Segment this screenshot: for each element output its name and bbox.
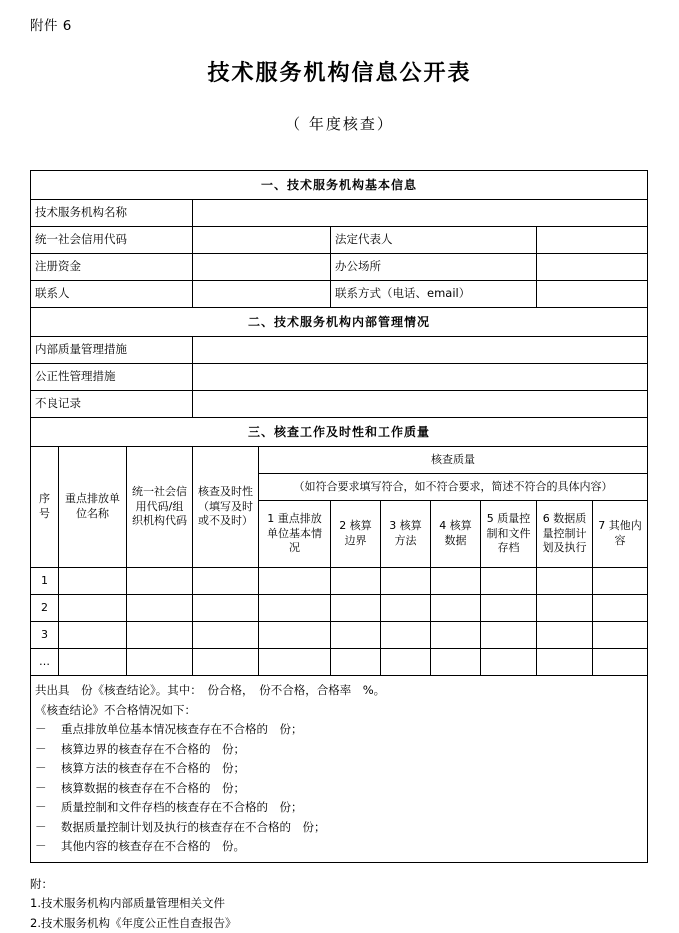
cell-q2[interactable] <box>331 568 381 595</box>
table-row <box>31 568 648 595</box>
attachment-number: 附件 6 <box>30 18 72 34</box>
summary-bullet-text: 其他内容的核查存在不合格的 份。 <box>61 839 245 854</box>
cell-q6[interactable] <box>537 595 593 622</box>
information-disclosure-table <box>30 170 648 863</box>
label-impartiality-measures: 公正性管理措施 <box>31 364 193 391</box>
cell-q1[interactable] <box>259 649 331 676</box>
table-row <box>31 308 648 337</box>
column-header-q5: 5 质量控制和文件存档 <box>481 501 537 568</box>
table-row <box>31 676 648 863</box>
appendix-section <box>30 875 649 933</box>
document-page <box>0 14 679 930</box>
summary-bullet-text: 重点排放单位基本情况核查存在不合格的 份； <box>61 722 303 737</box>
cell-q2[interactable] <box>331 649 381 676</box>
summary-bullet-text: 核算边界的核查存在不合格的 份； <box>61 741 245 756</box>
table-row <box>31 649 648 676</box>
field-quality-measures[interactable] <box>193 337 648 364</box>
label-legal-representative: 法定代表人 <box>331 227 537 254</box>
cell-q7[interactable] <box>593 568 648 595</box>
cell-timeliness[interactable] <box>193 622 259 649</box>
summary-bullet <box>35 820 643 836</box>
cell-key-unit[interactable] <box>59 622 127 649</box>
appendix-item: 1.技术服务机构内部质量管理相关文件 <box>30 896 225 911</box>
section-header-basic-info: 一、技术服务机构基本信息 <box>31 171 648 200</box>
summary-bullet-text: 核算数据的核查存在不合格的 份； <box>61 780 245 795</box>
label-contact-info: 联系方式（电话、email） <box>331 281 537 308</box>
cell-key-unit[interactable] <box>59 568 127 595</box>
cell-q6[interactable] <box>537 568 593 595</box>
table-row <box>31 254 648 281</box>
table-row <box>31 281 648 308</box>
dash-marker: － <box>35 819 47 834</box>
field-bad-records[interactable] <box>193 391 648 418</box>
summary-bullet <box>35 722 643 738</box>
field-org-name[interactable] <box>193 200 648 227</box>
cell-q4[interactable] <box>431 622 481 649</box>
column-header-q4: 4 核算数据 <box>431 501 481 568</box>
cell-q3[interactable] <box>381 595 431 622</box>
label-credit-code: 统一社会信用代码 <box>31 227 193 254</box>
column-header-quality-group: 核查质量 <box>259 447 648 474</box>
column-header-q6: 6 数据质量控制计划及执行 <box>537 501 593 568</box>
summary-bullet <box>35 742 643 758</box>
cell-q3[interactable] <box>381 622 431 649</box>
summary-bullet <box>35 761 643 777</box>
page-title: 技术服务机构信息公开表 <box>207 61 472 86</box>
label-quality-measures: 内部质量管理措施 <box>31 337 193 364</box>
table-row <box>31 171 648 200</box>
table-row <box>31 364 648 391</box>
summary-bullet-text: 核算方法的核查存在不合格的 份； <box>61 761 245 776</box>
cell-q1[interactable] <box>259 595 331 622</box>
cell-timeliness[interactable] <box>193 649 259 676</box>
label-registered-capital: 注册资金 <box>31 254 193 281</box>
table-row <box>31 227 648 254</box>
label-contact-person: 联系人 <box>31 281 193 308</box>
cell-q5[interactable] <box>481 595 537 622</box>
field-registered-capital[interactable] <box>193 254 331 281</box>
summary-bullet <box>35 781 643 797</box>
dash-marker: － <box>35 839 47 854</box>
cell-credit-code[interactable] <box>127 568 193 595</box>
cell-q4[interactable] <box>431 568 481 595</box>
label-office-location: 办公场所 <box>331 254 537 281</box>
cell-q5[interactable] <box>481 622 537 649</box>
summary-bullet-text: 数据质量控制计划及执行的核查存在不合格的 份； <box>61 819 326 834</box>
table-row <box>31 200 648 227</box>
cell-q2[interactable] <box>331 595 381 622</box>
table-row <box>31 595 648 622</box>
summary-notes <box>31 676 648 863</box>
column-header-timeliness: 核查及时性（填写及时或不及时） <box>193 447 259 568</box>
summary-bullet <box>35 800 643 816</box>
cell-q1[interactable] <box>259 622 331 649</box>
summary-line-unqualified-intro: 《核查结论》不合格情况如下： <box>35 702 196 717</box>
column-header-seq: 序号 <box>31 447 59 568</box>
cell-key-unit[interactable] <box>59 595 127 622</box>
cell-key-unit[interactable] <box>59 649 127 676</box>
cell-seq: … <box>31 649 59 676</box>
cell-credit-code[interactable] <box>127 622 193 649</box>
dash-marker: － <box>35 761 47 776</box>
column-header-q1: 1 重点排放单位基本情况 <box>259 501 331 568</box>
cell-q5[interactable] <box>481 568 537 595</box>
dash-marker: － <box>35 722 47 737</box>
summary-line-total: 共出具 份《核查结论》。其中： 份合格， 份不合格，合格率 %。 <box>35 683 386 697</box>
label-org-name: 技术服务机构名称 <box>31 200 193 227</box>
cell-q4[interactable] <box>431 595 481 622</box>
cell-q3[interactable] <box>381 568 431 595</box>
cell-seq: 1 <box>31 568 59 595</box>
table-header-row <box>31 447 648 474</box>
dash-marker: － <box>35 741 47 756</box>
field-contact-info[interactable] <box>537 281 648 308</box>
cell-timeliness[interactable] <box>193 568 259 595</box>
summary-bullet-text: 质量控制和文件存档的核查存在不合格的 份； <box>61 800 303 815</box>
cell-seq: 2 <box>31 595 59 622</box>
cell-timeliness[interactable] <box>193 595 259 622</box>
column-header-q3: 3 核算方法 <box>381 501 431 568</box>
label-bad-records: 不良记录 <box>31 391 193 418</box>
table-row <box>31 418 648 447</box>
cell-q4[interactable] <box>431 649 481 676</box>
field-impartiality-measures[interactable] <box>193 364 648 391</box>
dash-marker: － <box>35 800 47 815</box>
field-legal-representative[interactable] <box>537 227 648 254</box>
cell-q2[interactable] <box>331 622 381 649</box>
appendix-item: 2.技术服务机构《年度公正性自查报告》 <box>30 915 237 930</box>
column-header-credit-code: 统一社会信用代码/组织机构代码 <box>127 447 193 568</box>
field-contact-person[interactable] <box>193 281 331 308</box>
field-credit-code[interactable] <box>193 227 331 254</box>
table-row <box>31 337 648 364</box>
cell-q6[interactable] <box>537 649 593 676</box>
cell-q1[interactable] <box>259 568 331 595</box>
cell-q6[interactable] <box>537 622 593 649</box>
section-header-verification: 三、核查工作及时性和工作质量 <box>31 418 648 447</box>
document-subtitle: （ 年度核查） <box>285 115 394 133</box>
cell-q7[interactable] <box>593 595 648 622</box>
table-row <box>31 391 648 418</box>
table-row <box>31 622 648 649</box>
column-header-quality-group-note: （如符合要求填写符合，如不符合要求，简述不符合的具体内容） <box>259 474 648 501</box>
cell-seq: 3 <box>31 622 59 649</box>
cell-credit-code[interactable] <box>127 595 193 622</box>
column-header-q2: 2 核算边界 <box>331 501 381 568</box>
cell-q7[interactable] <box>593 622 648 649</box>
section-header-internal-management: 二、技术服务机构内部管理情况 <box>31 308 648 337</box>
cell-q7[interactable] <box>593 649 648 676</box>
summary-bullet <box>35 839 643 855</box>
cell-q3[interactable] <box>381 649 431 676</box>
column-header-q7: 7 其他内容 <box>593 501 648 568</box>
cell-q5[interactable] <box>481 649 537 676</box>
cell-credit-code[interactable] <box>127 649 193 676</box>
column-header-key-unit: 重点排放单位名称 <box>59 447 127 568</box>
field-office-location[interactable] <box>537 254 648 281</box>
appendix-label: 附： <box>30 876 53 891</box>
dash-marker: － <box>35 780 47 795</box>
